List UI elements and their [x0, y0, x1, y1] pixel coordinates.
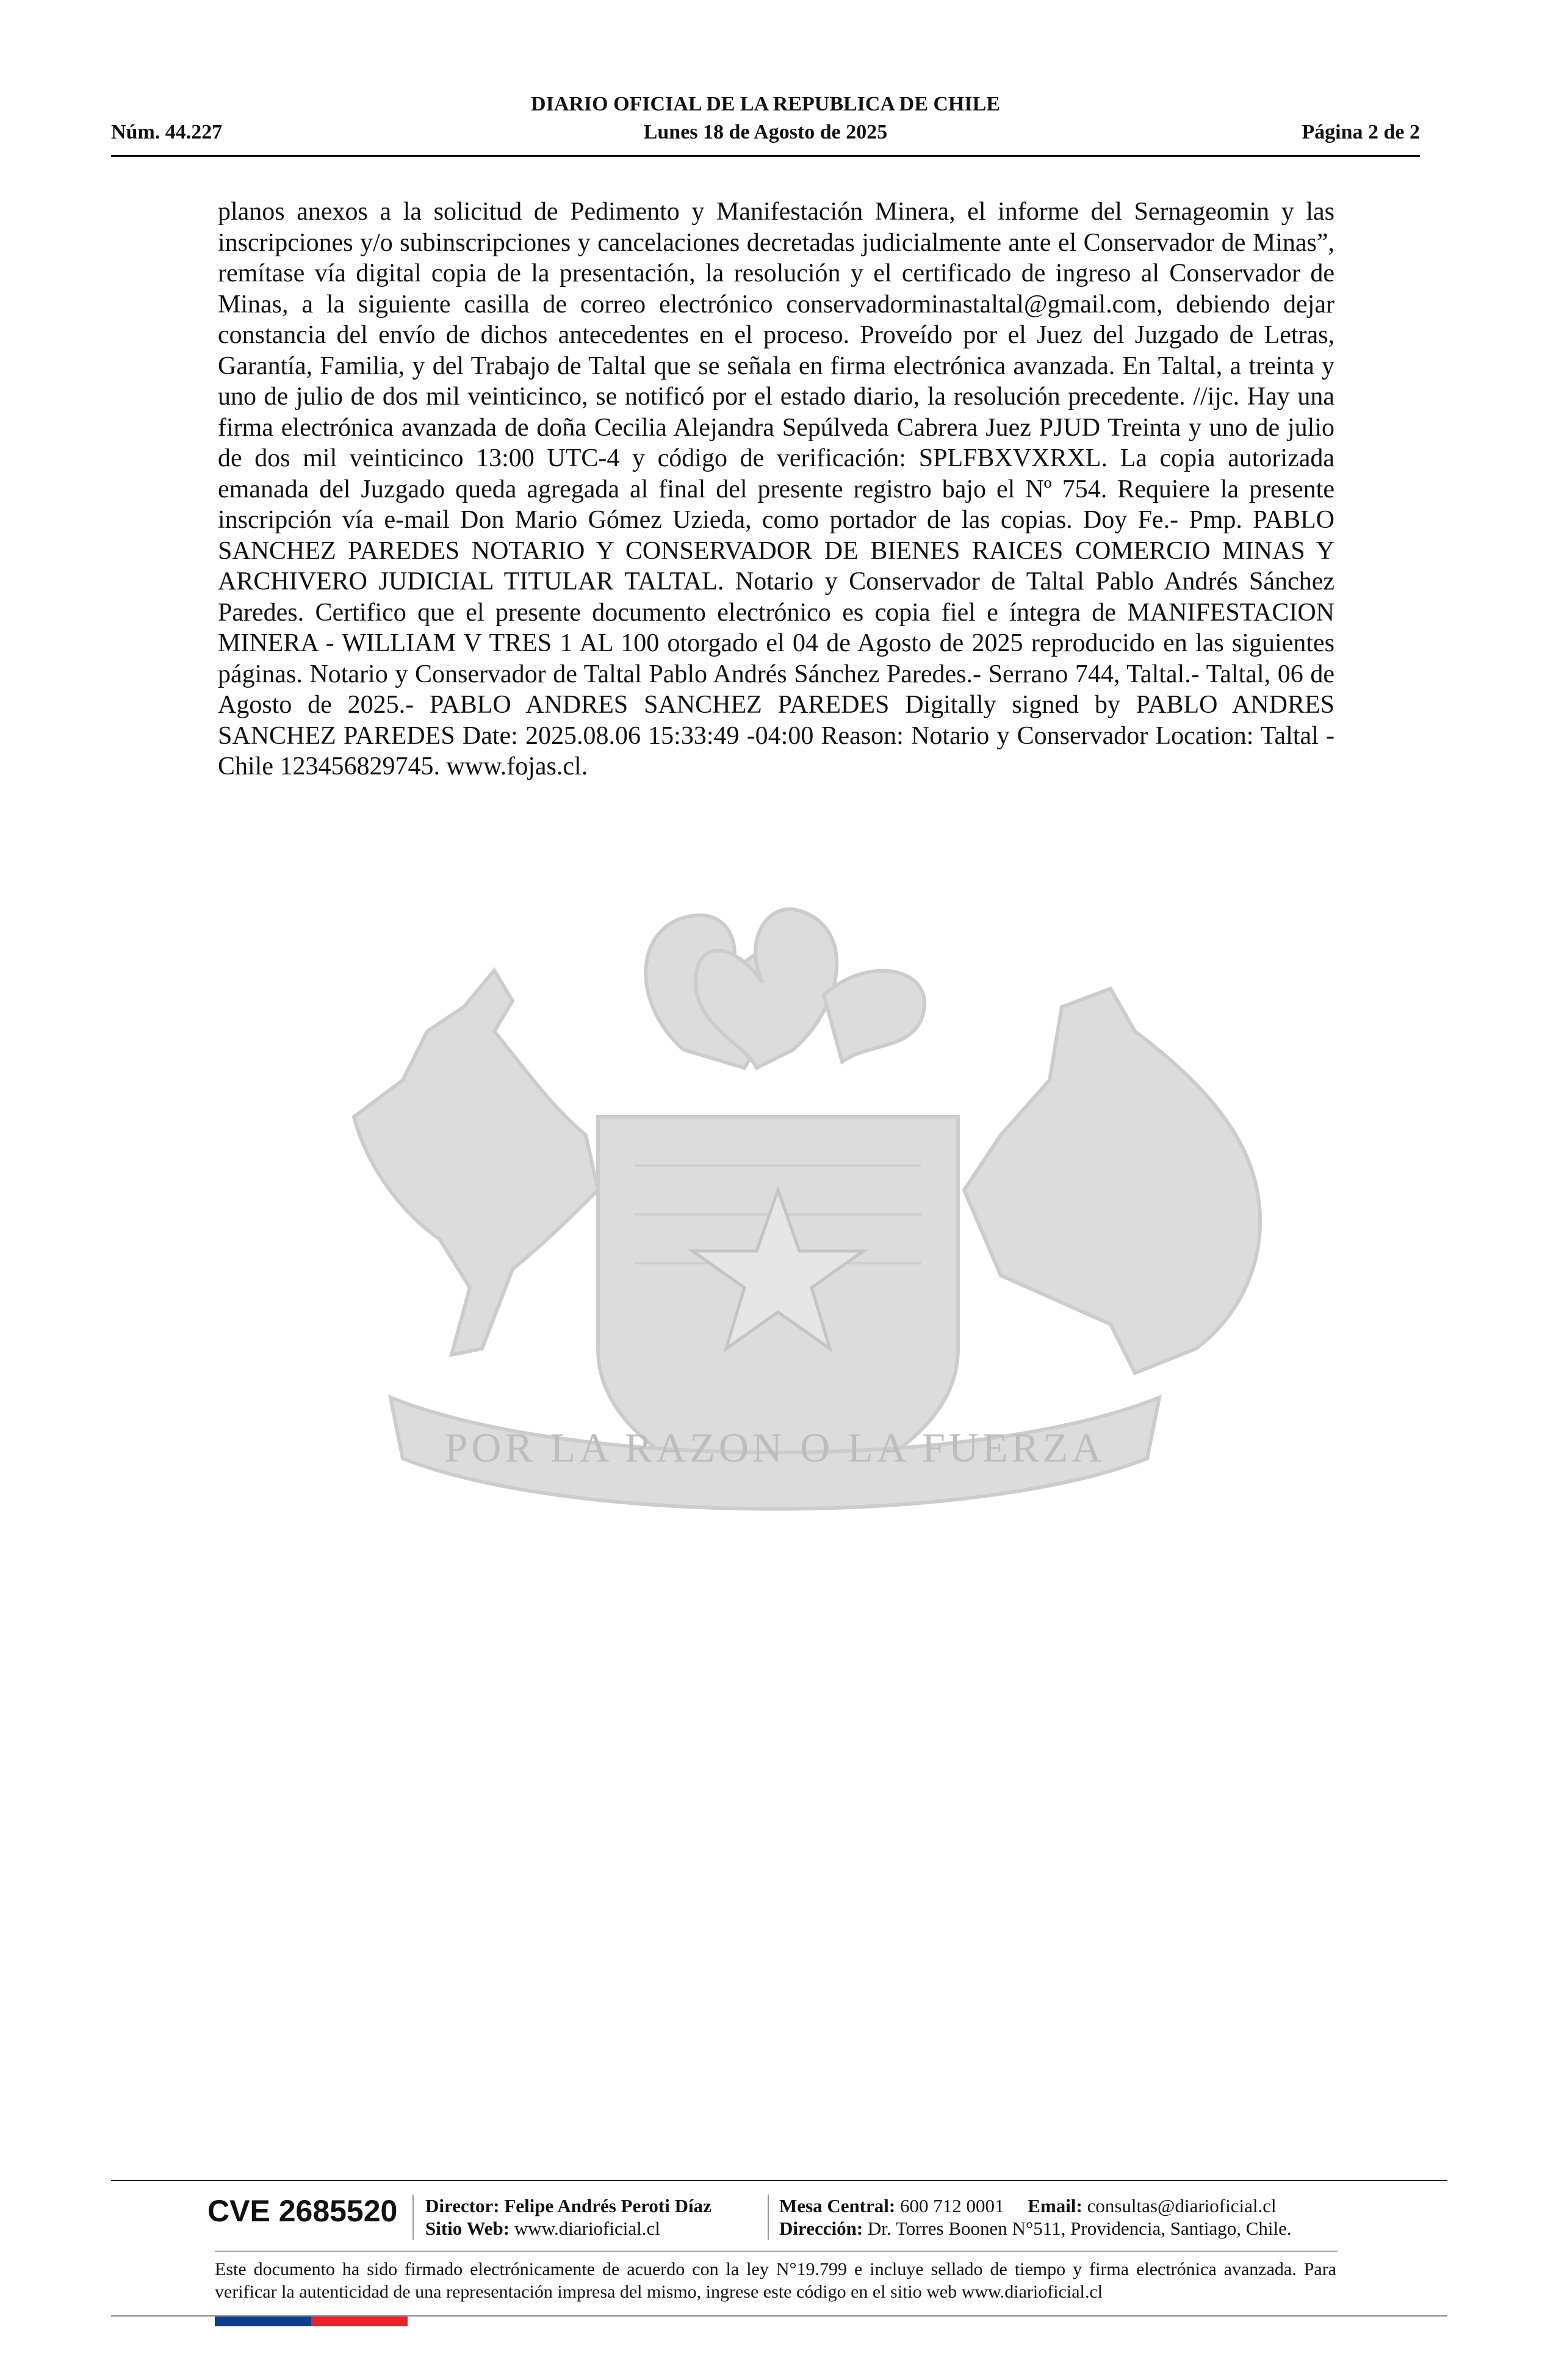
coat-motto: POR LA RAZON O LA FUERZA [444, 1424, 1106, 1471]
page-indicator: Página 2 de 2 [1302, 121, 1420, 143]
web-label: Sitio Web: [425, 2218, 510, 2239]
web-link[interactable]: www.diarioficial.cl [514, 2218, 660, 2239]
header-divider [111, 155, 1420, 157]
director-name: Felipe Andrés Peroti Díaz [504, 2195, 711, 2216]
footer-separator [768, 2194, 769, 2240]
mesa-label: Mesa Central: [779, 2195, 896, 2216]
email-link[interactable]: consultas@diarioficial.cl [1087, 2195, 1277, 2216]
flag-stripe-red [311, 2317, 408, 2326]
page-header [111, 93, 1420, 159]
flag-stripe-blue [215, 2317, 311, 2326]
footer-divider-top [111, 2180, 1447, 2181]
document-body: planos anexos a la solicitud de Pedimento y Manifestación Minera, el informe del Sernageomin y las inscripciones y/o subinscripciones y cancelaciones decretadas judicialmente ante el Conservador de Minas”, remítase vía digital copia de la presentación, la resolución y el certificado de ingreso al Conservador de Minas, a la siguiente casilla de correo electrónico conservadorminastaltal@gmail.com, debiendo dejar constancia del envío de dichos antecedentes en el proceso. Proveído por el Juez del Juzgado de Letras, Garantía, Familia, y del Trabajo de Taltal que se señala en firma electrónica avanzada. En Taltal, a treinta y uno de julio de dos mil veinticinco, se notificó por el estado diario, la resolución precedente. //ijc. Hay una firma electrónica avanzada de doña Cecilia Alejandra Sepúlveda Cabrera Juez PJUD Treinta y uno de julio de dos mil veinticinco 13:00 UTC-4 y código de verificación: SPLFBXVXRXL. La copia autorizada emanada del Juzgado queda agregada al final del presente registro bajo el Nº 754. Requiere la presente inscripción vía e-mail Don Mario Gómez Uzieda, como portador de las copias. Doy Fe.- Pmp. PABLO SANCHEZ PAREDES NOTARIO Y CONSERVADOR DE BIENES RAICES COMERCIO MINAS Y ARCHIVERO JUDICIAL TITULAR TALTAL. Notario y Conservador de Taltal Pablo Andrés Sánchez Paredes. Certifico que el presente documento electrónico es copia fiel e íntegra de MANIFESTACION MINERA - WILLIAM V TRES 1 AL 100 otorgado el 04 de Agosto de 2025 reproducido en las siguientes páginas. Notario y Conservador de Taltal Pablo Andrés Sánchez Paredes.- Serrano 744, Taltal.- Taltal, 06 de Agosto de 2025.- PABLO ANDRES SANCHEZ PAREDES Digitally signed by PABLO ANDRES SANCHEZ PAREDES Date: 2025.08.06 15:33:49 -04:00 Reason: Notario y Conservador Location: Taltal - Chile 123456829745. www.fojas.cl. [218, 198, 1334, 781]
publication-title: DIARIO OFICIAL DE LA REPUBLICA DE CHILE [531, 93, 1000, 115]
footer-divider-mid [215, 2251, 1338, 2252]
footer-separator [412, 2194, 414, 2240]
footer-contact-block [779, 2194, 1292, 2240]
footer-director-block [425, 2194, 711, 2240]
cve-code: CVE 2685520 [207, 2194, 398, 2228]
huemul-figure [354, 970, 598, 1355]
address-value: Dr. Torres Boonen N°511, Providencia, Santiago, Chile. [867, 2218, 1292, 2239]
coat-of-arms-watermark [207, 848, 1342, 1666]
issue-number: Núm. 44.227 [111, 121, 223, 143]
address-label: Dirección: [779, 2218, 863, 2239]
email-label: Email: [1028, 2195, 1082, 2216]
condor-figure [964, 989, 1260, 1373]
director-label: Director: [425, 2195, 500, 2216]
plume-side [824, 971, 924, 1062]
mesa-phone: 600 712 0001 [900, 2195, 1004, 2216]
issue-date: Lunes 18 de Agosto de 2025 [643, 121, 888, 143]
signature-notice: Este documento ha sido firmado electrónicamente de acuerdo con la ley N°19.799 e incluye sellado de tiempo y firma electrónica avanzada. Para verificar la autenticidad de una representación impresa del mismo, ingrese este código en el sitio web www.diarioficial.cl [215, 2259, 1336, 2302]
